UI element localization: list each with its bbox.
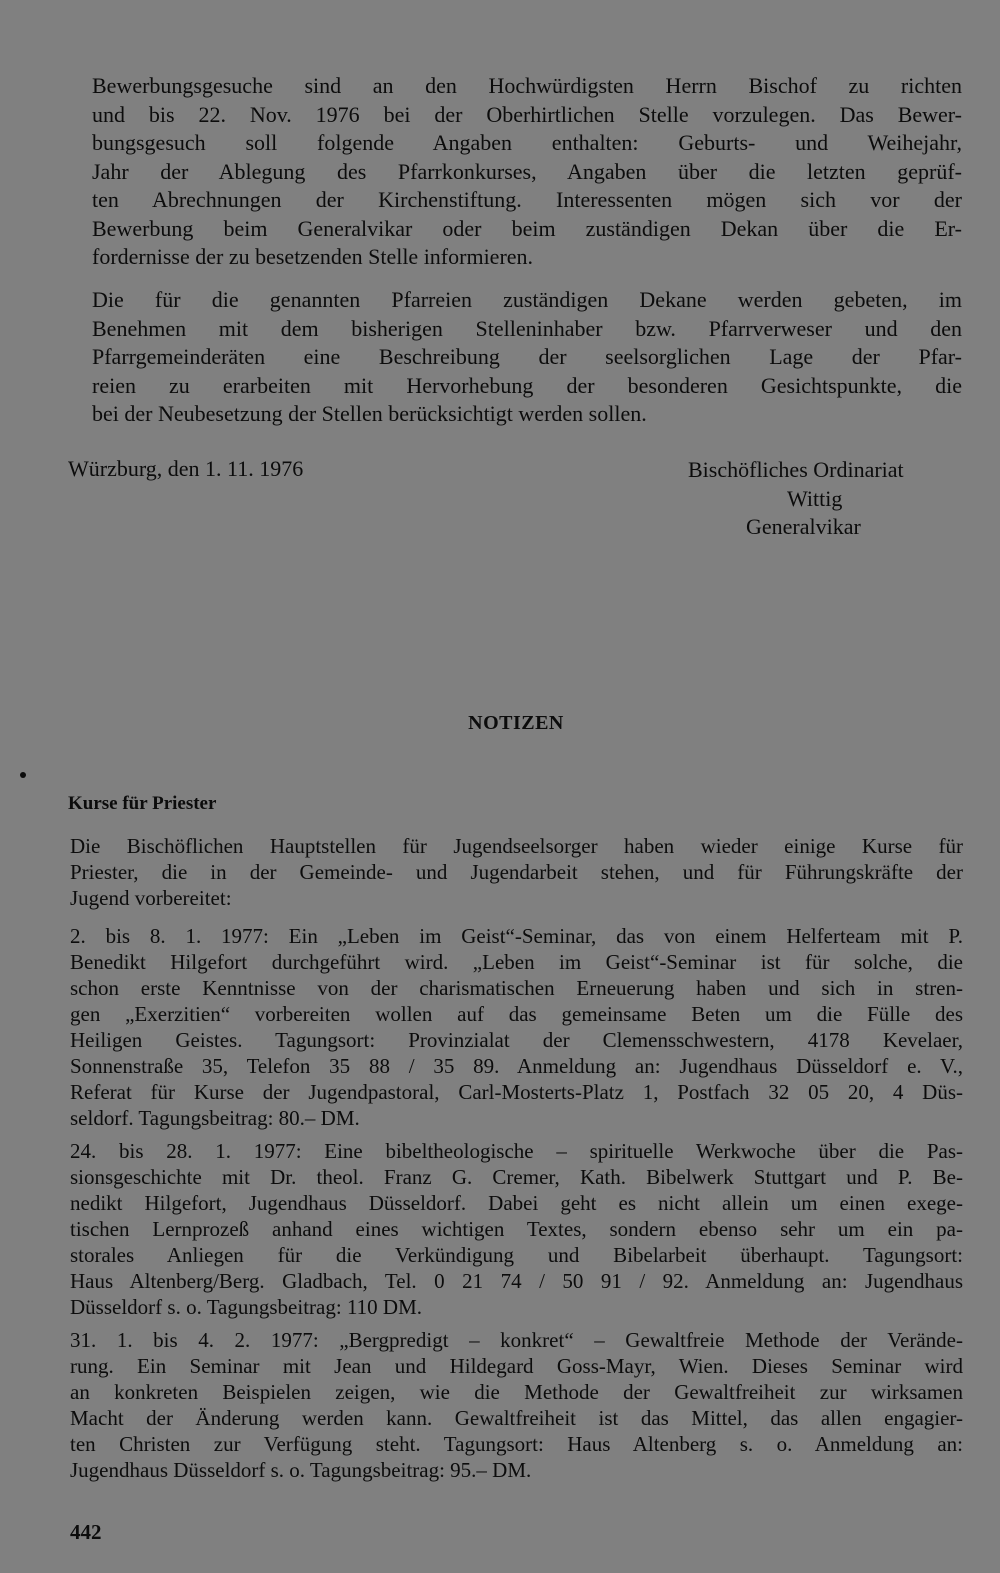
text-line: Jugend vorbereitet: (70, 886, 232, 910)
margin-mark (20, 772, 26, 778)
signatory-title: Generalvikar (746, 514, 861, 539)
text-line: sionsgeschichte mit Dr. theol. Franz G. Cremer, Kath. Bibelwerk Stuttgart und P. Be- (70, 1165, 963, 1189)
text-line: Jahr der Ablegung des Pfarrkonkurses, Angaben über die letzten geprüf- (92, 158, 962, 184)
signatory-name: Wittig (787, 485, 843, 511)
text-line: gen „Exerzitien“ vorbereiten wollen auf das gemeinsame Beten um die Fülle des (70, 1002, 963, 1026)
text-line: schon erste Kenntnisse von der charismatischen Erneuerung haben und sich in stren- (70, 976, 963, 1000)
place-and-date: Würzburg, den 1. 11. 1976 (68, 456, 304, 481)
signature-block (680, 456, 970, 542)
text-line: Heiligen Geistes. Tagungsort: Provinzialat der Clemensschwestern, 4178 Kevelaer, (70, 1028, 963, 1052)
deans-request-paragraph (92, 286, 962, 429)
application-instructions-paragraph (92, 72, 962, 272)
course-entry-paragraph (70, 1327, 963, 1483)
page-number: 442 (70, 1520, 102, 1544)
text-line: 31. 1. bis 4. 2. 1977: „Bergpredigt – konkret“ – Gewaltfreie Methode der Verände- (70, 1328, 963, 1352)
text-line: nedikt Hilgefort, Jugendhaus Düsseldorf. Dabei geht es nicht allein um einen exege- (70, 1191, 963, 1215)
text-line: ten Abrechnungen der Kirchenstiftung. Interessenten mögen sich vor der (92, 187, 962, 212)
text-line: und bis 22. Nov. 1976 bei der Oberhirtlichen Stelle vorzulegen. Das Bewer- (92, 101, 962, 127)
text-line: bungsgesuch soll folgende Angaben enthalten: Geburts- und Weihejahr, (92, 130, 962, 155)
text-line: Haus Altenberg/Berg. Gladbach, Tel. 0 21 74 / 50 91 / 92. Anmeldung an: Jugendhaus (70, 1269, 963, 1293)
text-line: seldorf. Tagungsbeitrag: 80.– DM. (70, 1106, 360, 1130)
text-line: 2. bis 8. 1. 1977: Ein „Leben im Geist“-Seminar, das von einem Helferteam mit P. (70, 924, 963, 948)
text-line: Düsseldorf s. o. Tagungsbeitrag: 110 DM. (70, 1295, 422, 1319)
issuing-authority: Bischöfliches Ordinariat (688, 457, 904, 482)
text-line: Jugendhaus Düsseldorf s. o. Tagungsbeitrag: 95.– DM. (70, 1458, 532, 1482)
text-line: Pfarrgemeinderäten eine Beschreibung der seelsorglichen Lage der Pfar- (92, 344, 962, 369)
section-heading: NOTIZEN (468, 712, 564, 734)
text-line: Sonnenstraße 35, Telefon 35 88 / 35 89. Anmeldung an: Jugendhaus Düsseldorf e. V., (70, 1054, 963, 1078)
text-line: reien zu erarbeiten mit Hervorhebung der besonderen Gesichtspunkte, die (92, 372, 962, 398)
course-entry-paragraph (70, 1138, 963, 1320)
courses-intro-paragraph (70, 833, 963, 911)
text-line: an konkreten Beispielen zeigen, wie die Methode der Gewaltfreiheit zur wirksamen (70, 1380, 963, 1404)
text-line: Benedikt Hilgefort durchgeführt wird. „Leben im Geist“-Seminar ist für solche, die (70, 950, 963, 974)
text-line: Die für die genannten Pfarreien zuständigen Dekane werden gebeten, im (92, 287, 962, 312)
text-line: Referat für Kurse der Jugendpastoral, Carl-Mosterts-Platz 1, Postfach 32 05 20, 4 Düs- (70, 1080, 963, 1104)
text-line: Priester, die in der Gemeinde- und Jugendarbeit stehen, und für Führungskräfte der (70, 860, 963, 884)
text-line: Die Bischöflichen Hauptstellen für Jugendseelsorger haben wieder einige Kurse für (70, 834, 963, 858)
subsection-heading: Kurse für Priester (68, 793, 217, 814)
text-line: ten Christen zur Verfügung steht. Tagungsort: Haus Altenberg s. o. Anmeldung an: (70, 1432, 963, 1456)
text-line: tischen Lernprozeß anhand eines wichtigen Textes, sondern ebenso sehr um ein pa- (70, 1217, 963, 1241)
text-line: 24. bis 28. 1. 1977: Eine bibeltheologische – spirituelle Werkwoche über die Pas- (70, 1139, 963, 1163)
text-line: Macht der Änderung werden kann. Gewaltfreiheit ist das Mittel, das allen engagier- (70, 1406, 963, 1430)
text-line: storales Anliegen für die Verkündigung und Bibelarbeit überhaupt. Tagungsort: (70, 1243, 963, 1267)
text-line: Bewerbung beim Generalvikar oder beim zuständigen Dekan über die Er- (92, 215, 962, 241)
text-line: fordernisse der zu besetzenden Stelle informieren. (92, 244, 534, 269)
text-line: Benehmen mit dem bisherigen Stelleninhaber bzw. Pfarrverweser und den (92, 315, 962, 341)
text-line: rung. Ein Seminar mit Jean und Hildegard Goss-Mayr, Wien. Dieses Seminar wird (70, 1354, 963, 1378)
text-line: Bewerbungsgesuche sind an den Hochwürdigsten Herrn Bischof zu richten (92, 73, 962, 98)
course-entry-paragraph (70, 923, 963, 1131)
text-line: bei der Neubesetzung der Stellen berücksichtigt werden sollen. (92, 401, 647, 426)
